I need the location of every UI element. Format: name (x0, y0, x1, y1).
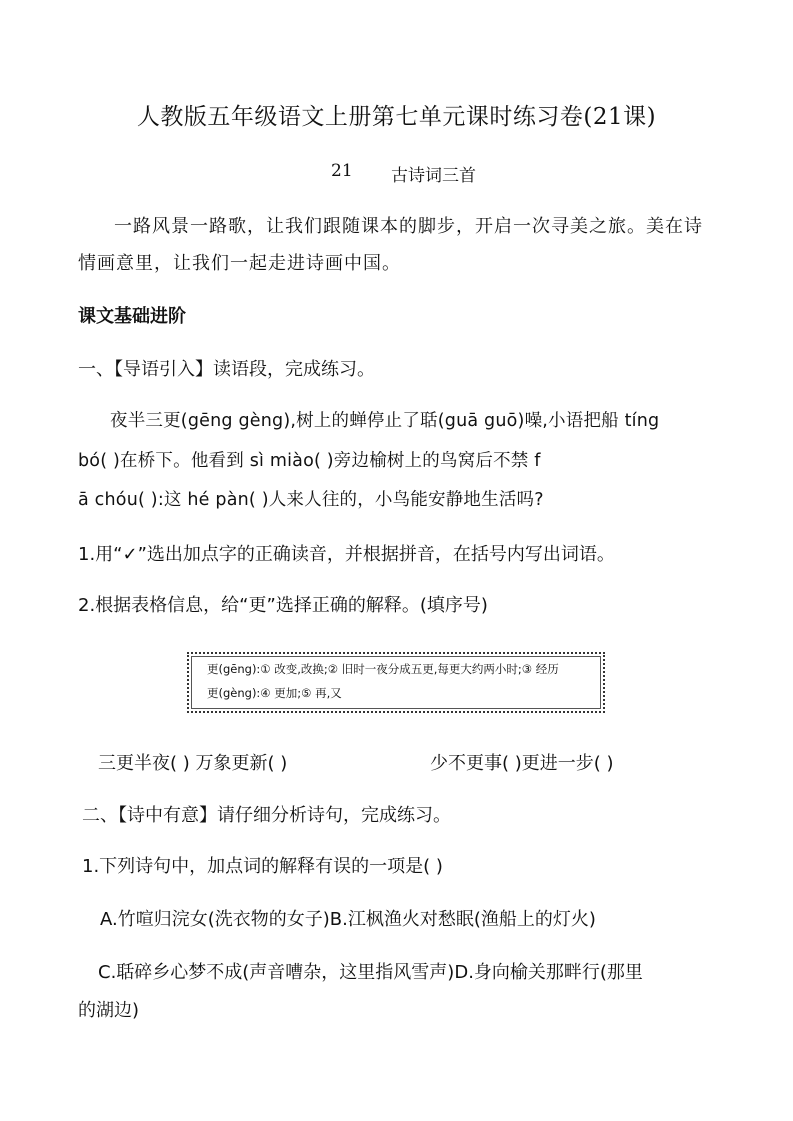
option-a-b: A.竹喧归浣女(洗衣物的女子)B.江枫渔火对愁眠(渔船上的灯火) (100, 909, 596, 930)
intro-paragraph: 一路风景一路歌，让我们跟随课本的脚步，开启一次寻美之旅。美在诗情画意里，让我们一起走进诗画中国。 (78, 216, 703, 274)
lesson-name: 古诗词三首 (391, 166, 476, 186)
passage-line-3: ā chóu( ):这 hé pàn( )人来人往的，小鸟能安静地生活吗? (78, 490, 544, 510)
answer-blanks-left: 三更半夜( ) 万象更新( ) (98, 753, 288, 774)
part1-heading: 一、【导语引入】读语段，完成练习。 (78, 359, 375, 380)
option-d-continued: 的湖边) (78, 1000, 140, 1021)
lesson-number: 21 (331, 161, 353, 181)
definition-line-1: 更(gēng):① 改变,改换;② 旧时一夜分成五更,每更大约两小时;③ 经历 (207, 662, 559, 676)
part2-heading: 二、【诗中有意】请仔细分析诗句，完成练习。 (82, 805, 451, 826)
definition-line-2: 更(gèng):④ 更加;⑤ 再,又 (207, 686, 342, 700)
passage-line-2: bó( )在桥下。他看到 sì miào( )旁边榆树上的鸟窝后不禁 f (78, 451, 541, 471)
answer-blanks-right: 少不更事( )更进一步( ) (430, 753, 614, 774)
option-c-d: C.聒碎乡心梦不成(声音嘈杂，这里指风雪声)D.身向榆关那畔行(那里 (98, 962, 643, 983)
passage-line-1: 夜半三更(gēng gèng),树上的蝉停止了聒(guā guō)噪,小语把船 tíng (110, 411, 660, 431)
section-heading: 课文基础进阶 (78, 306, 186, 327)
part1-question-1: 1.用“✓”选出加点字的正确读音，并根据拼音，在括号内写出词语。 (78, 544, 615, 565)
document-title: 人教版五年级语文上册第七单元课时练习卷(21课) (136, 104, 657, 130)
part1-question-2: 2.根据表格信息，给“更”选择正确的解释。(填序号) (78, 595, 488, 616)
part2-question-1: 1.下列诗句中，加点词的解释有误的一项是( ) (82, 856, 443, 877)
